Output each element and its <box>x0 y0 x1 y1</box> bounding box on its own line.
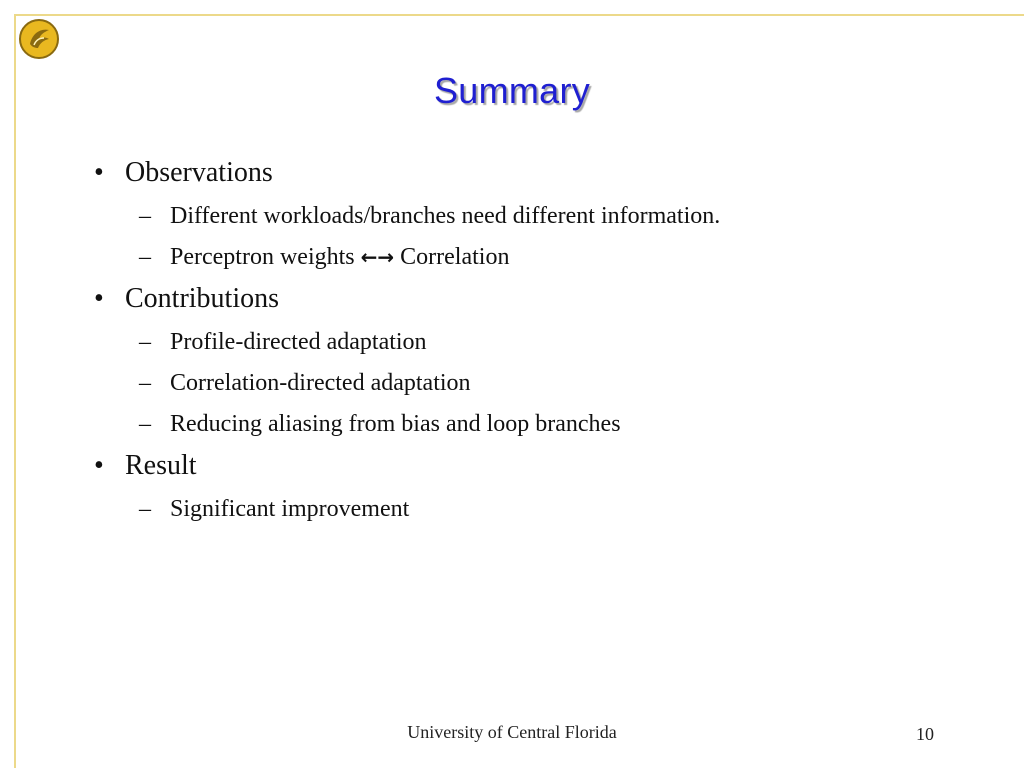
sub-bullet-text: Profile-directed adaptation <box>170 329 427 355</box>
section-heading: Contributions <box>125 283 280 314</box>
page-number: 10 <box>916 724 934 744</box>
dash-marker: – <box>139 496 151 522</box>
dash-marker: – <box>139 203 151 229</box>
bullet-item <box>90 280 970 318</box>
sub-bullet-item <box>90 240 970 274</box>
sub-bullet-item <box>90 492 970 526</box>
slide-title: Summary <box>433 70 591 111</box>
section-heading: Observations <box>125 157 273 188</box>
dash-marker: – <box>139 329 151 355</box>
sub-bullet-text: Correlation-directed adaptation <box>170 370 471 396</box>
bullet-item <box>90 154 970 192</box>
frame-left-rule <box>14 14 16 768</box>
sub-bullet-text: Reducing aliasing from bias and loop branches <box>170 411 621 437</box>
sub-bullet-item <box>90 407 970 441</box>
bullet-marker: • <box>94 450 104 481</box>
section-heading: Result <box>125 450 197 481</box>
bullet-list <box>90 150 970 532</box>
dash-marker: – <box>139 244 151 270</box>
section-observations <box>90 154 970 274</box>
dash-marker: – <box>139 411 151 437</box>
bullet-marker: • <box>94 283 104 314</box>
sub-bullet-text: Different workloads/branches need different information. <box>170 203 721 229</box>
sub-bullet-item <box>90 325 970 359</box>
bullet-marker: • <box>94 157 104 188</box>
sub-bullet-text: Significant improvement <box>170 496 410 522</box>
footer-text: University of Central Florida <box>407 722 617 742</box>
section-result <box>90 447 970 526</box>
sub-bullet-item <box>90 366 970 400</box>
section-contributions <box>90 280 970 441</box>
bidirectional-arrow-icon: ←→ <box>360 245 395 269</box>
bullet-item <box>90 447 970 485</box>
sub-bullet-text-before: Perceptron weights <box>170 244 361 270</box>
sub-bullet-item <box>90 199 970 233</box>
sub-bullet-text-after: Correlation <box>394 244 510 270</box>
frame-top-rule <box>14 14 1024 16</box>
dash-marker: – <box>139 370 151 396</box>
pegasus-logo-icon <box>18 18 60 60</box>
